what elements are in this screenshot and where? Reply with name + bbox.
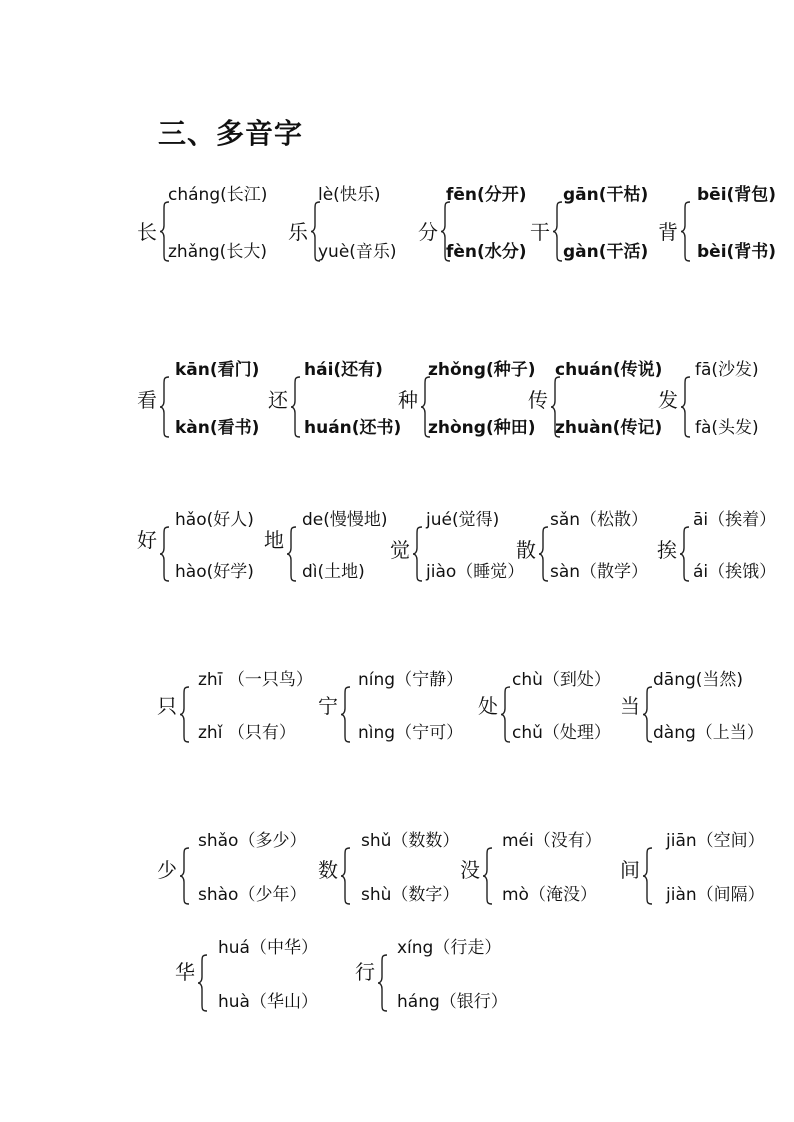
polyphone-character: 没	[460, 858, 480, 882]
brace-icon	[179, 686, 193, 743]
reading-top: fā(沙发)	[695, 360, 759, 380]
brace-icon	[340, 686, 354, 743]
polyphone-character: 数	[318, 858, 338, 882]
brace-icon	[159, 526, 173, 582]
polyphone-character: 发	[658, 388, 678, 412]
reading-bottom: sàn（散学）	[550, 562, 649, 582]
brace-icon	[680, 376, 694, 438]
reading-bottom: mò（淹没）	[502, 885, 597, 905]
reading-bottom: gàn(干活)	[563, 242, 649, 262]
reading-bottom: jiào（睡觉）	[426, 562, 525, 582]
reading-bottom: shào（少年）	[198, 885, 307, 905]
reading-top: jiān（空间）	[666, 831, 765, 851]
reading-bottom: chǔ（处理）	[512, 723, 611, 743]
reading-top: lè(快乐)	[318, 185, 381, 205]
reading-bottom: fèn(水分)	[446, 242, 527, 262]
reading-top: huá（中华）	[218, 938, 318, 958]
brace-icon	[197, 954, 211, 1012]
reading-bottom: shù（数字）	[361, 885, 460, 905]
page-title: 三、多音字	[158, 117, 304, 150]
brace-icon	[159, 376, 173, 438]
polyphone-character: 华	[175, 960, 195, 984]
reading-bottom: háng（银行）	[397, 992, 508, 1012]
polyphone-character: 种	[398, 388, 418, 412]
reading-bottom: jiàn（间隔）	[666, 885, 765, 905]
brace-icon	[179, 847, 193, 905]
reading-bottom: zhòng(种田)	[428, 418, 536, 438]
reading-top: dāng(当然)	[653, 670, 744, 690]
brace-icon	[340, 847, 354, 905]
reading-top: jué(觉得)	[426, 510, 500, 530]
reading-top: zhī （一只鸟）	[198, 670, 313, 690]
reading-top: níng（宁静）	[358, 670, 464, 690]
polyphone-character: 乐	[288, 220, 308, 244]
polyphone-character: 干	[530, 220, 550, 244]
reading-top: kān(看门)	[175, 360, 260, 380]
brace-icon	[412, 526, 426, 582]
reading-top: bēi(背包)	[697, 185, 777, 205]
reading-bottom: zhuàn(传记)	[555, 418, 663, 438]
polyphone-character: 好	[137, 528, 157, 552]
polyphone-character: 还	[268, 388, 288, 412]
reading-top: chuán(传说)	[555, 360, 663, 380]
reading-bottom: dàng（上当）	[653, 723, 764, 743]
polyphone-character: 行	[355, 960, 375, 984]
polyphone-character: 当	[620, 694, 640, 718]
reading-bottom: zhǎng(长大)	[168, 242, 267, 262]
reading-bottom: zhǐ （只有）	[198, 723, 296, 743]
brace-icon	[377, 954, 391, 1012]
reading-top: shǔ（数数）	[361, 831, 460, 851]
polyphone-character: 分	[418, 220, 438, 244]
reading-bottom: ái（挨饿）	[693, 562, 777, 582]
polyphone-character: 看	[137, 388, 157, 412]
polyphone-character: 觉	[390, 538, 410, 562]
reading-bottom: fà(头发)	[695, 418, 759, 438]
reading-bottom: yuè(音乐)	[318, 242, 397, 262]
polyphone-character: 挨	[657, 538, 677, 562]
polyphone-character: 背	[658, 220, 678, 244]
brace-icon	[286, 526, 300, 582]
reading-top: chù（到处）	[512, 670, 611, 690]
reading-bottom: huán(还书)	[304, 418, 402, 438]
polyphone-character: 少	[157, 858, 177, 882]
polyphone-character: 宁	[318, 694, 338, 718]
reading-top: hǎo(好人)	[175, 510, 254, 530]
polyphone-character: 地	[264, 528, 284, 552]
reading-bottom: nìng（宁可）	[358, 723, 464, 743]
reading-top: cháng(长江)	[168, 185, 268, 205]
reading-top: gān(干枯)	[563, 185, 649, 205]
polyphone-character: 间	[620, 858, 640, 882]
reading-top: sǎn（松散）	[550, 510, 649, 530]
reading-top: hái(还有)	[304, 360, 383, 380]
polyphone-character: 长	[137, 220, 157, 244]
brace-icon	[680, 201, 694, 262]
polyphone-character: 只	[157, 694, 177, 718]
reading-bottom: bèi(背书)	[697, 242, 777, 262]
brace-icon	[642, 847, 656, 905]
reading-top: shǎo（多少）	[198, 831, 307, 851]
brace-icon	[290, 376, 304, 438]
polyphone-character: 散	[516, 538, 536, 562]
reading-top: zhǒng(种子)	[428, 360, 536, 380]
polyphone-character: 处	[478, 694, 498, 718]
reading-top: āi（挨着）	[693, 510, 777, 530]
reading-bottom: huà（华山）	[218, 992, 318, 1012]
reading-top: méi（没有）	[502, 831, 602, 851]
brace-icon	[482, 847, 496, 905]
reading-bottom: hào(好学)	[175, 562, 254, 582]
reading-top: xíng（行走）	[397, 938, 502, 958]
reading-bottom: kàn(看书)	[175, 418, 260, 438]
polyphone-character: 传	[528, 388, 548, 412]
reading-top: de(慢慢地)	[302, 510, 388, 530]
brace-icon	[679, 526, 693, 582]
reading-top: fēn(分开)	[446, 185, 527, 205]
reading-bottom: dì(土地)	[302, 562, 365, 582]
